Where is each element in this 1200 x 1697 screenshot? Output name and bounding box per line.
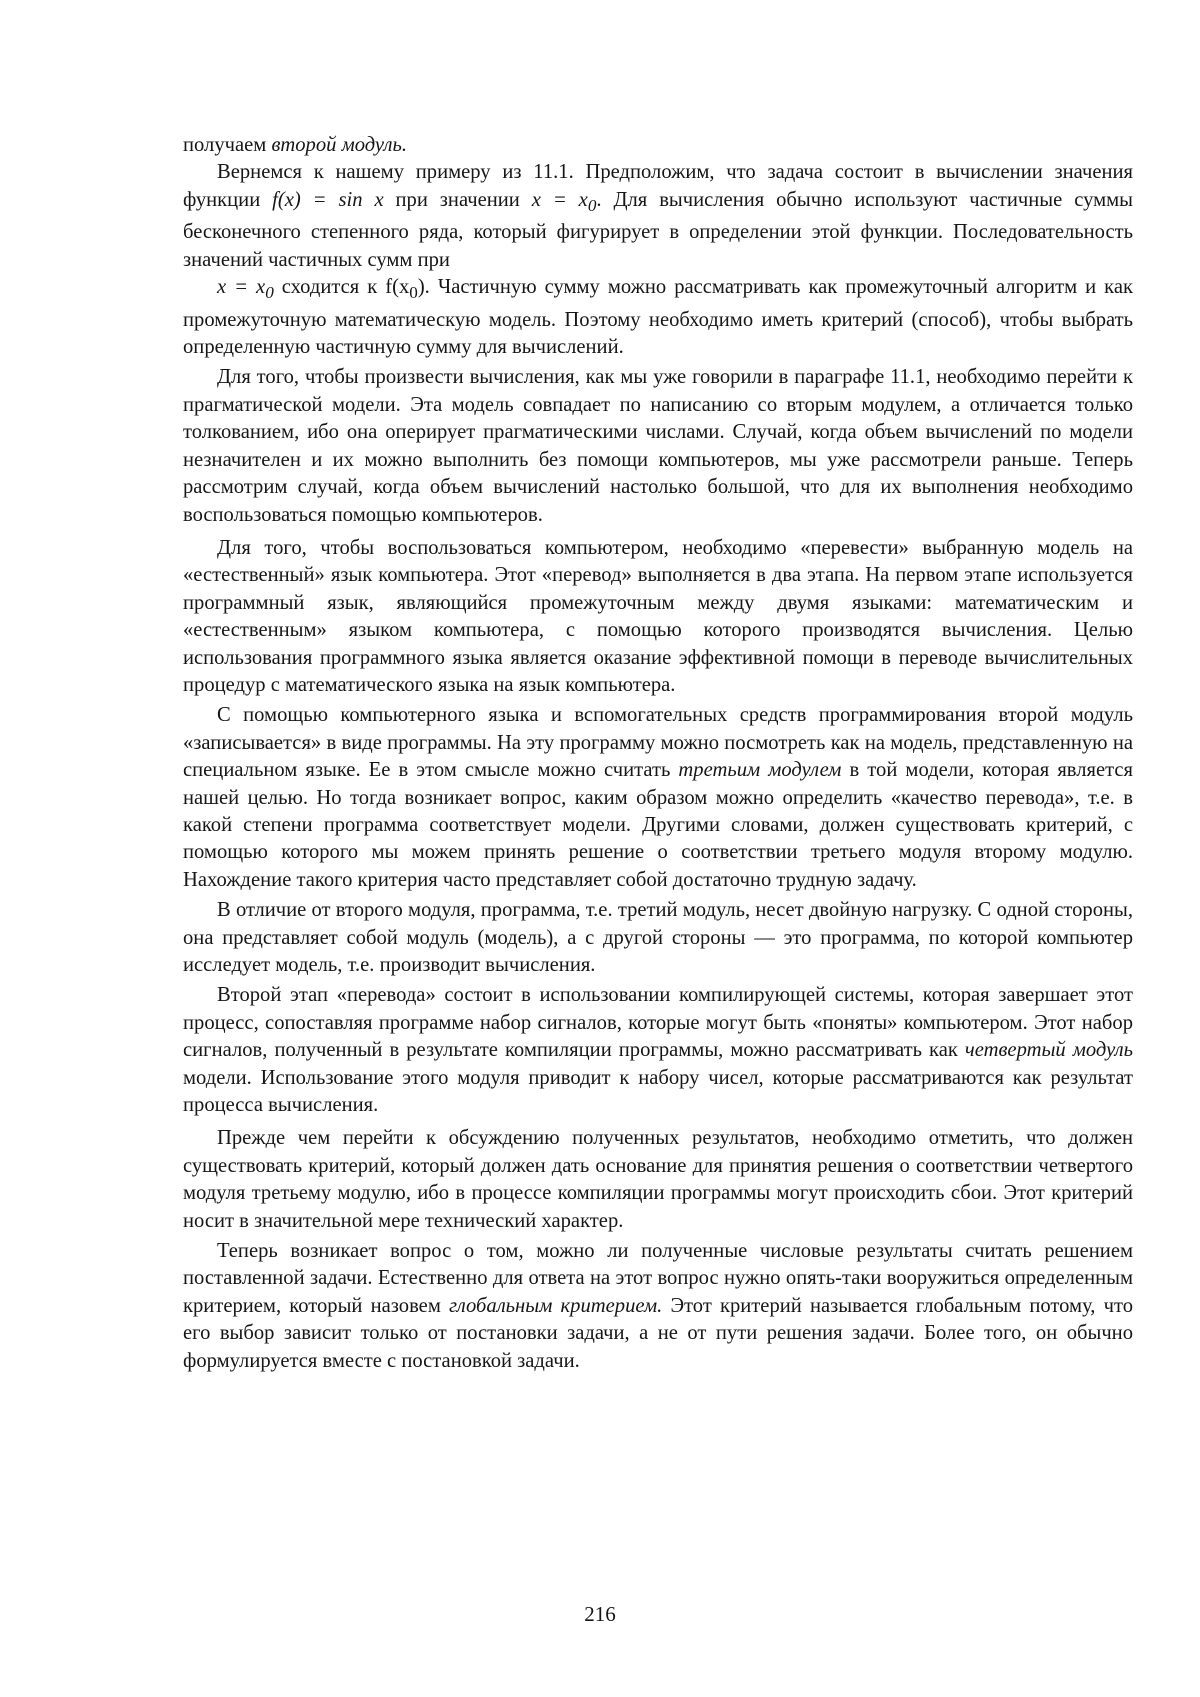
emphasis-fourth-module: четвертый модуль (964, 1039, 1134, 1062)
paragraph-5 (183, 702, 1133, 894)
formula-x-eq-x0 (217, 276, 274, 303)
paragraph-9 (183, 1238, 1133, 1375)
text-run: Этот критерий называется глобальным потому, что его выбор зависит только от постановки задачи, а не от пути решения задачи. Более того, он обычно формулируется вместе с постановкой задачи. (183, 1294, 1133, 1372)
paragraph-0 (183, 132, 1133, 159)
text-run: сходится к f(x (273, 276, 410, 299)
text-run: получаем (183, 134, 272, 156)
paragraph-7 (183, 982, 1133, 1119)
paragraph-2 (183, 274, 1133, 361)
emphasis-global-criterion: глобальным критерием. (449, 1294, 663, 1317)
subscript: 0 (409, 283, 418, 303)
text-run: ). Частичную сумму можно рассматривать как промежуточный алгоритм и как промежуточную математическую модель. Поэтому необходимо иметь критерий (способ), чтобы выбрать определенную частичную сумму для вычислений. (183, 276, 1133, 359)
text-run: Второй этап «перевода» состоит в использовании компилирующей системы, которая завершает этот процесс, сопоставляя программе набор сигналов, которые могут быть «поняты» компьютером. Этот набор сигналов, полученный в результате компиляции программы, можно рассматривать как (183, 984, 1133, 1062)
text-run: Теперь возникает вопрос о том, можно ли полученные числовые результаты считать решением поставленной задачи. Естественно для ответа на этот вопрос нужно опять-таки вооружиться определенным критерием, который назовем (183, 1240, 1133, 1317)
formula-text: x = x (531, 188, 588, 211)
text-run: в той модели, которая является нашей целью. Но тогда возникает вопрос, каким образом можно определить «качество перевода», т.е. в какой степени программа соответствует модели. Другими словами, должен существовать критерий, с помощью которого мы можем принять решение о соответствии третьего модуля второму модулю. Нахождение такого критерия часто представляет собой достаточно трудную задачу. (183, 759, 1133, 891)
paragraph-3: Для того, чтобы произвести вычисления, как мы уже говорили в параграфе 11.1, необходимо перейти к прагматической модели. Эта модель совпадает по написанию со вторым модулем, а отличается только толкованием, ибо она оперирует прагматическими числами. Случай, когда объем вычислений по модели незначителен и их можно выполнить без помощи компьютеров, мы уже рассмотрели раньше. Теперь рассмотрим случай, когда объем вычислений настолько большой, что для их выполнения необходимо воспользоваться помощью компьютеров. (183, 366, 1133, 526)
emphasis-third-module: третьим модулем (678, 759, 842, 782)
text-run: С помощью компьютерного языка и вспомогательных средств программирования второй модуль «записывается» в виде программы. На эту программу можно посмотреть как на модель, представленную на специальном языке. Ее в этом смысле можно считать (183, 704, 1133, 782)
paragraph-6: В отличие от второго модуля, программа, т.е. третий модуль, несет двойную нагрузку. С одной стороны, она представляет собой модуль (модель), а с другой стороны — это программа, по которой компьютер исследует модель, т.е. производит вычисления. (183, 899, 1133, 976)
subscript: 0 (587, 195, 597, 215)
text-run: Вернемся к нашему примеру из 11.1. Предположим, что задача состоит в вычислении значения функции (183, 161, 1133, 211)
paragraph-4: Для того, чтобы воспользоваться компьютером, необходимо «перевести» выбранную модель на «естественный» язык компьютера. Этот «перевод» выполняется в два этапа. На первом этапе используется программный язык, являющийся промежуточным между двумя языками: математическим и «естественным» языком компьютера, с помощью которого производятся вычисления. Целью использования программного языка является оказание эффективной помощи в переводе вычислительных процедур с математического языка на язык компьютера. (183, 536, 1133, 696)
text-run: при значении (383, 188, 532, 211)
subscript: 0 (265, 283, 274, 303)
page-body (183, 132, 1133, 1375)
formula-sin: f(x) = sin x (272, 188, 384, 211)
page-number: 216 (584, 1602, 616, 1626)
formula-text: x = x (217, 276, 266, 299)
formula-x-eq-x0 (531, 188, 597, 215)
paragraph-1 (183, 159, 1133, 274)
paragraph-8: Прежде чем перейти к обсуждению полученных результатов, необходимо отметить, что должен существовать критерий, который должен дать основание для принятия решения о соответствии четвертого модуля третьему модулю, ибо в процессе компиляции программы могут происходить сбои. Этот критерий носит в значительной мере технический характер. (183, 1127, 1133, 1232)
text-run: . Для вычисления обычно используют частичные суммы бесконечного степенного ряда, который фигурирует в определении этой функции. Последовательность значений частичных сумм при (183, 188, 1134, 271)
text-run: модели. Использование этого модуля приводит к набору чисел, которые рассматриваются как результат процесса вычисления. (183, 1066, 1133, 1117)
emphasis-second-module: второй модуль. (271, 134, 408, 156)
